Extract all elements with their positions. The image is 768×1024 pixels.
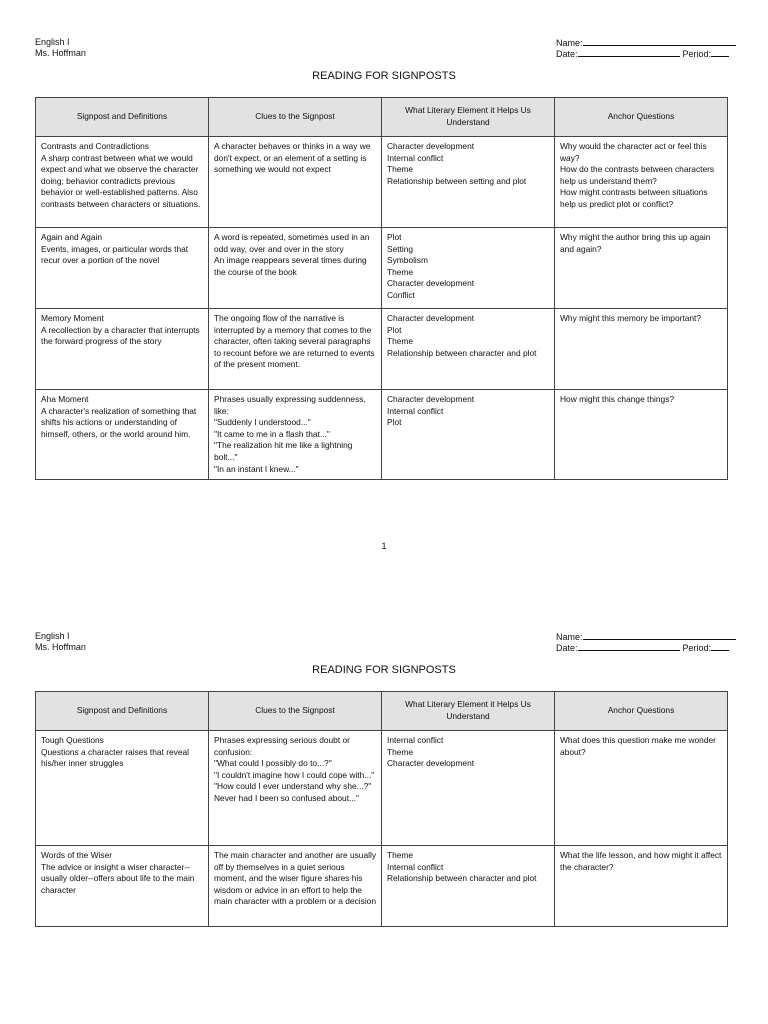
elements-cell [382,390,555,480]
clues-cell [209,228,382,309]
signpost-definition: Questions a character raises that reveal his/her inner struggles [41,746,190,769]
question-item: What the life lesson, and how might it affect the character? [560,850,722,872]
clue-text: The ongoing flow of the narrative is interrupted by a memory that comes to the character, often taking several paragraphs to recount before we are returned to events of the present moment. [214,313,375,370]
column-header: Anchor Questions [555,98,728,137]
signpost-definition: The advice or insight a wiser character--usually older--offers about life to the main character [41,861,195,895]
questions-cell [555,390,728,480]
period-label: Period: [682,49,712,59]
column-header: Clues to the Signpost [209,98,382,137]
course-label: English I [35,631,70,641]
elements-cell [382,137,555,228]
clue-text: An image reappears several times during the course of the book [214,255,367,277]
element-item: Character development [387,758,475,769]
name-label: Name: [556,38,583,48]
questions-cell [555,309,728,390]
course-label: English I [35,37,70,47]
element-item: Symbolism [387,255,428,266]
question-item: Why would the character act or feel this way? [560,141,707,163]
table-row [36,731,728,846]
table-header-row [36,692,728,731]
name-field[interactable] [583,37,736,46]
signpost-cell [36,137,209,228]
clue-text: Phrases usually expressing suddenness, like: [214,394,366,416]
clue-text: "Suddenly I understood..." [214,417,311,428]
signpost-definition: Events, images, or particular words that recur over a portion of the novel [41,243,189,266]
signpost-definition: A sharp contrast between what we would expect and what we observe the character doing; behavior contradicts previous behavior or well-established patterns. Also contrasts between characters or situations. [41,152,201,209]
header-right [556,37,736,59]
element-item: Theme [387,336,414,347]
signpost-name: Contrasts and Contradictions [41,141,149,151]
period-field[interactable] [711,48,729,57]
clue-text: Phrases expressing serious doubt or confusion: [214,735,350,757]
element-item: Relationship between character and plot [387,347,537,358]
question-item: How might this change things? [560,394,675,404]
teacher-label: Ms. Hoffman [35,48,86,58]
signpost-definition: A character's realization of something that shifts his actions or understanding of himself, others, or the world around him. [41,405,197,439]
element-item: Setting [387,243,414,254]
elements-cell [382,228,555,309]
teacher-label: Ms. Hoffman [35,642,86,652]
signpost-cell [36,731,209,846]
signpost-table [35,691,728,927]
name-label: Name: [556,632,583,642]
clues-cell [209,137,382,228]
element-item: Theme [387,266,414,277]
clue-text: "The realization hit me like a lightning bolt..." [214,440,353,462]
signpost-name: Again and Again [41,232,103,242]
signpost-cell [36,309,209,390]
date-field[interactable] [578,48,680,57]
column-header: What Literary Element it Helps Us Understand [382,98,555,137]
clue-text: "It came to me in a flash that..." [214,428,330,439]
signpost-table [35,97,728,480]
clue-text: "What could I possibly do to...?" [214,758,332,769]
signpost-definition: A recollection by a character that interrupts the forward progress of the story [41,324,200,347]
table-row [36,228,728,309]
clue-text: A character behaves or thinks in a way we don't expect, or an element of a setting is something we would not expect [214,141,371,175]
column-header: Signpost and Definitions [36,692,209,731]
element-item: Character development [387,313,475,323]
question-item: Why might the author bring this up again and again? [560,232,711,254]
table-row [36,137,728,228]
signpost-name: Words of the Wiser [41,850,113,860]
elements-cell [382,846,555,927]
signpost-cell [36,390,209,480]
clue-text: Never had I been so confused about..." [214,792,359,803]
element-item: Plot [387,232,402,242]
element-item: Character development [387,278,475,289]
element-item: Plot [387,324,402,335]
column-header: Anchor Questions [555,692,728,731]
clue-text: "In an instant I knew..." [214,463,299,474]
elements-cell [382,731,555,846]
signpost-cell [36,846,209,927]
questions-cell [555,228,728,309]
elements-cell [382,309,555,390]
element-item: Character development [387,141,475,151]
signpost-name: Tough Questions [41,735,104,745]
element-item: Theme [387,850,414,860]
clues-cell [209,390,382,480]
date-field[interactable] [578,642,680,651]
signpost-name: Aha Moment [41,394,89,404]
period-field[interactable] [711,642,729,651]
question-item: How do the contrasts between characters help us understand them? [560,164,715,186]
element-item: Plot [387,417,402,428]
element-item: Relationship between setting and plot [387,175,527,186]
page-title: READING FOR SIGNPOSTS [312,70,456,82]
clues-cell [209,309,382,390]
column-header: Signpost and Definitions [36,98,209,137]
header-left [35,631,86,653]
column-header: What Literary Element it Helps Us Understand [382,692,555,731]
element-item: Theme [387,746,414,757]
clues-cell [209,846,382,927]
element-item: Internal conflict [387,861,444,872]
element-item: Theme [387,164,414,175]
page-title: READING FOR SIGNPOSTS [312,664,456,676]
questions-cell [555,846,728,927]
clues-cell [209,731,382,846]
element-item: Internal conflict [387,152,444,163]
element-item: Conflict [387,289,415,300]
header-right [556,631,736,653]
page-number: 1 [381,541,387,551]
questions-cell [555,731,728,846]
question-item: What does this question make me wonder about? [560,735,716,757]
clue-text: The main character and another are usually off by themselves in a quiet serious moment, and the wiser figure shares his wisdom or advice in an effort to help the main character with a problem or a decision [214,850,377,907]
table-row [36,390,728,480]
question-item: Why might this memory be important? [560,313,702,323]
clue-text: "I couldn't imagine how I could cope with..." [214,769,375,780]
period-label: Period: [682,643,712,653]
element-item: Internal conflict [387,735,444,745]
date-label: Date: [556,49,578,59]
table-header-row [36,98,728,137]
column-header: Clues to the Signpost [209,692,382,731]
table-row [36,846,728,927]
element-item: Relationship between character and plot [387,873,537,884]
element-item: Internal conflict [387,405,444,416]
signpost-cell [36,228,209,309]
header-left [35,37,86,59]
element-item: Character development [387,394,475,404]
name-field[interactable] [583,631,736,640]
questions-cell [555,137,728,228]
table-row [36,309,728,390]
clue-text: A word is repeated, sometimes used in an odd way, over and over in the story [214,232,370,254]
signpost-name: Memory Moment [41,313,104,323]
date-label: Date: [556,643,578,653]
question-item: How might contrasts between situations help us predict plot or conflict? [560,187,708,209]
clue-text: "How could I ever understand why she...?" [214,781,372,792]
